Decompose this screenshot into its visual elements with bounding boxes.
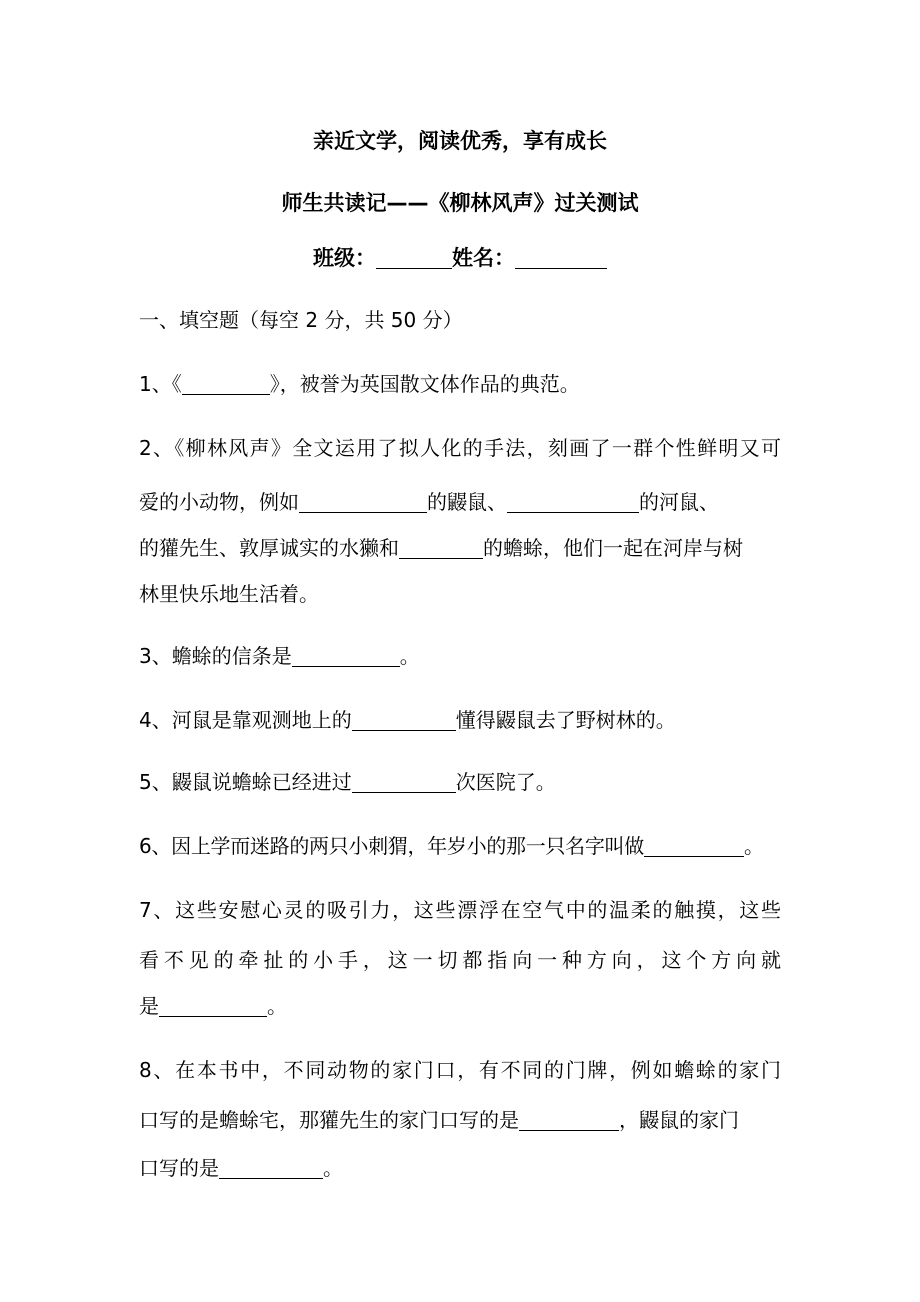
question-4-prefix: 4、河鼠是靠观测地上的 [139,708,352,732]
question-1-prefix: 1、《 [139,372,182,396]
question-4-suffix: 懂得鼹鼠去了野树林的。 [455,708,676,732]
name-blank[interactable] [515,248,607,269]
question-2-text-c: 的河鼠、 [639,490,719,514]
question-2-text-a: 爱的小动物，例如 [139,490,299,514]
question-2-blank-1[interactable] [299,492,427,513]
question-2-line-2 [139,488,719,516]
question-8-text-b: ，鼹鼠的家门 [619,1108,739,1132]
question-1 [139,370,580,398]
question-3 [139,642,420,670]
question-7-suffix: 。 [267,994,287,1018]
question-2-text-b: 的鼹鼠、 [427,490,507,514]
class-blank[interactable] [376,248,452,269]
question-7-blank[interactable] [159,996,267,1017]
question-2-blank-3[interactable] [399,538,483,559]
question-8-suffix: 。 [323,1156,343,1180]
question-8-blank-2[interactable] [219,1158,323,1179]
page-title: 亲近文学，阅读优秀，享有成长 [313,129,607,153]
question-5 [139,768,556,796]
question-3-blank[interactable] [292,646,400,667]
class-label: 班级： [313,246,376,270]
question-4 [139,706,676,734]
question-2-line-3 [139,534,743,562]
student-info-line [0,244,920,272]
question-7-line-3 [139,992,287,1020]
question-8-line-1: 8、在本书中，不同动物的家门口，有不同的门牌，例如蟾蜍的家门 [139,1058,781,1082]
question-6-blank[interactable] [644,836,744,857]
question-1-blank[interactable] [182,374,270,395]
question-6 [139,832,764,860]
question-3-suffix: 。 [399,644,420,668]
question-8-line-2 [139,1106,739,1134]
question-8-prefix: 口写的是 [139,1156,219,1180]
name-label: 姓名： [452,246,515,270]
question-4-blank[interactable] [352,710,456,731]
question-2-text-e: 的蟾蜍，他们一起在河岸与树 [483,536,743,560]
question-6-suffix: 。 [743,834,764,858]
question-2-blank-2[interactable] [507,492,639,513]
question-2-line-1: 2、《柳林风声》全文运用了拟人化的手法，刻画了一群个性鲜明又可 [139,436,781,460]
question-8-blank-1[interactable] [519,1110,619,1131]
question-8-text-a: 口写的是蟾蜍宅，那獾先生的家门口写的是 [139,1108,519,1132]
question-5-prefix: 5、鼹鼠说蟾蜍已经进过 [139,770,352,794]
question-1-suffix: 》，被誉为英国散文体作品的典范。 [269,372,580,396]
question-2-line-4: 林里快乐地生活着。 [139,582,319,606]
question-8-line-3 [139,1154,343,1182]
exam-subtitle: 师生共读记——《柳林风声》过关测试 [281,191,639,215]
question-7-line-1: 7、这些安慰心灵的吸引力，这些漂浮在空气中的温柔的触摸，这些 [139,898,781,922]
question-6-prefix: 6、因上学而迷路的两只小刺猬，年岁小的那一只名字叫做 [139,834,644,858]
question-3-prefix: 3、蟾蜍的信条是 [139,644,292,668]
question-2-text-d: 的獾先生、敦厚诚实的水獭和 [139,536,399,560]
question-5-blank[interactable] [352,772,456,793]
question-5-suffix: 次医院了。 [455,770,556,794]
section-heading: 一、填空题（每空 2 分，共 50 分） [139,308,463,332]
question-7-line-2: 看不见的牵扯的小手，这一切都指向一种方向，这个方向就 [139,948,781,972]
question-7-prefix: 是 [139,994,159,1018]
